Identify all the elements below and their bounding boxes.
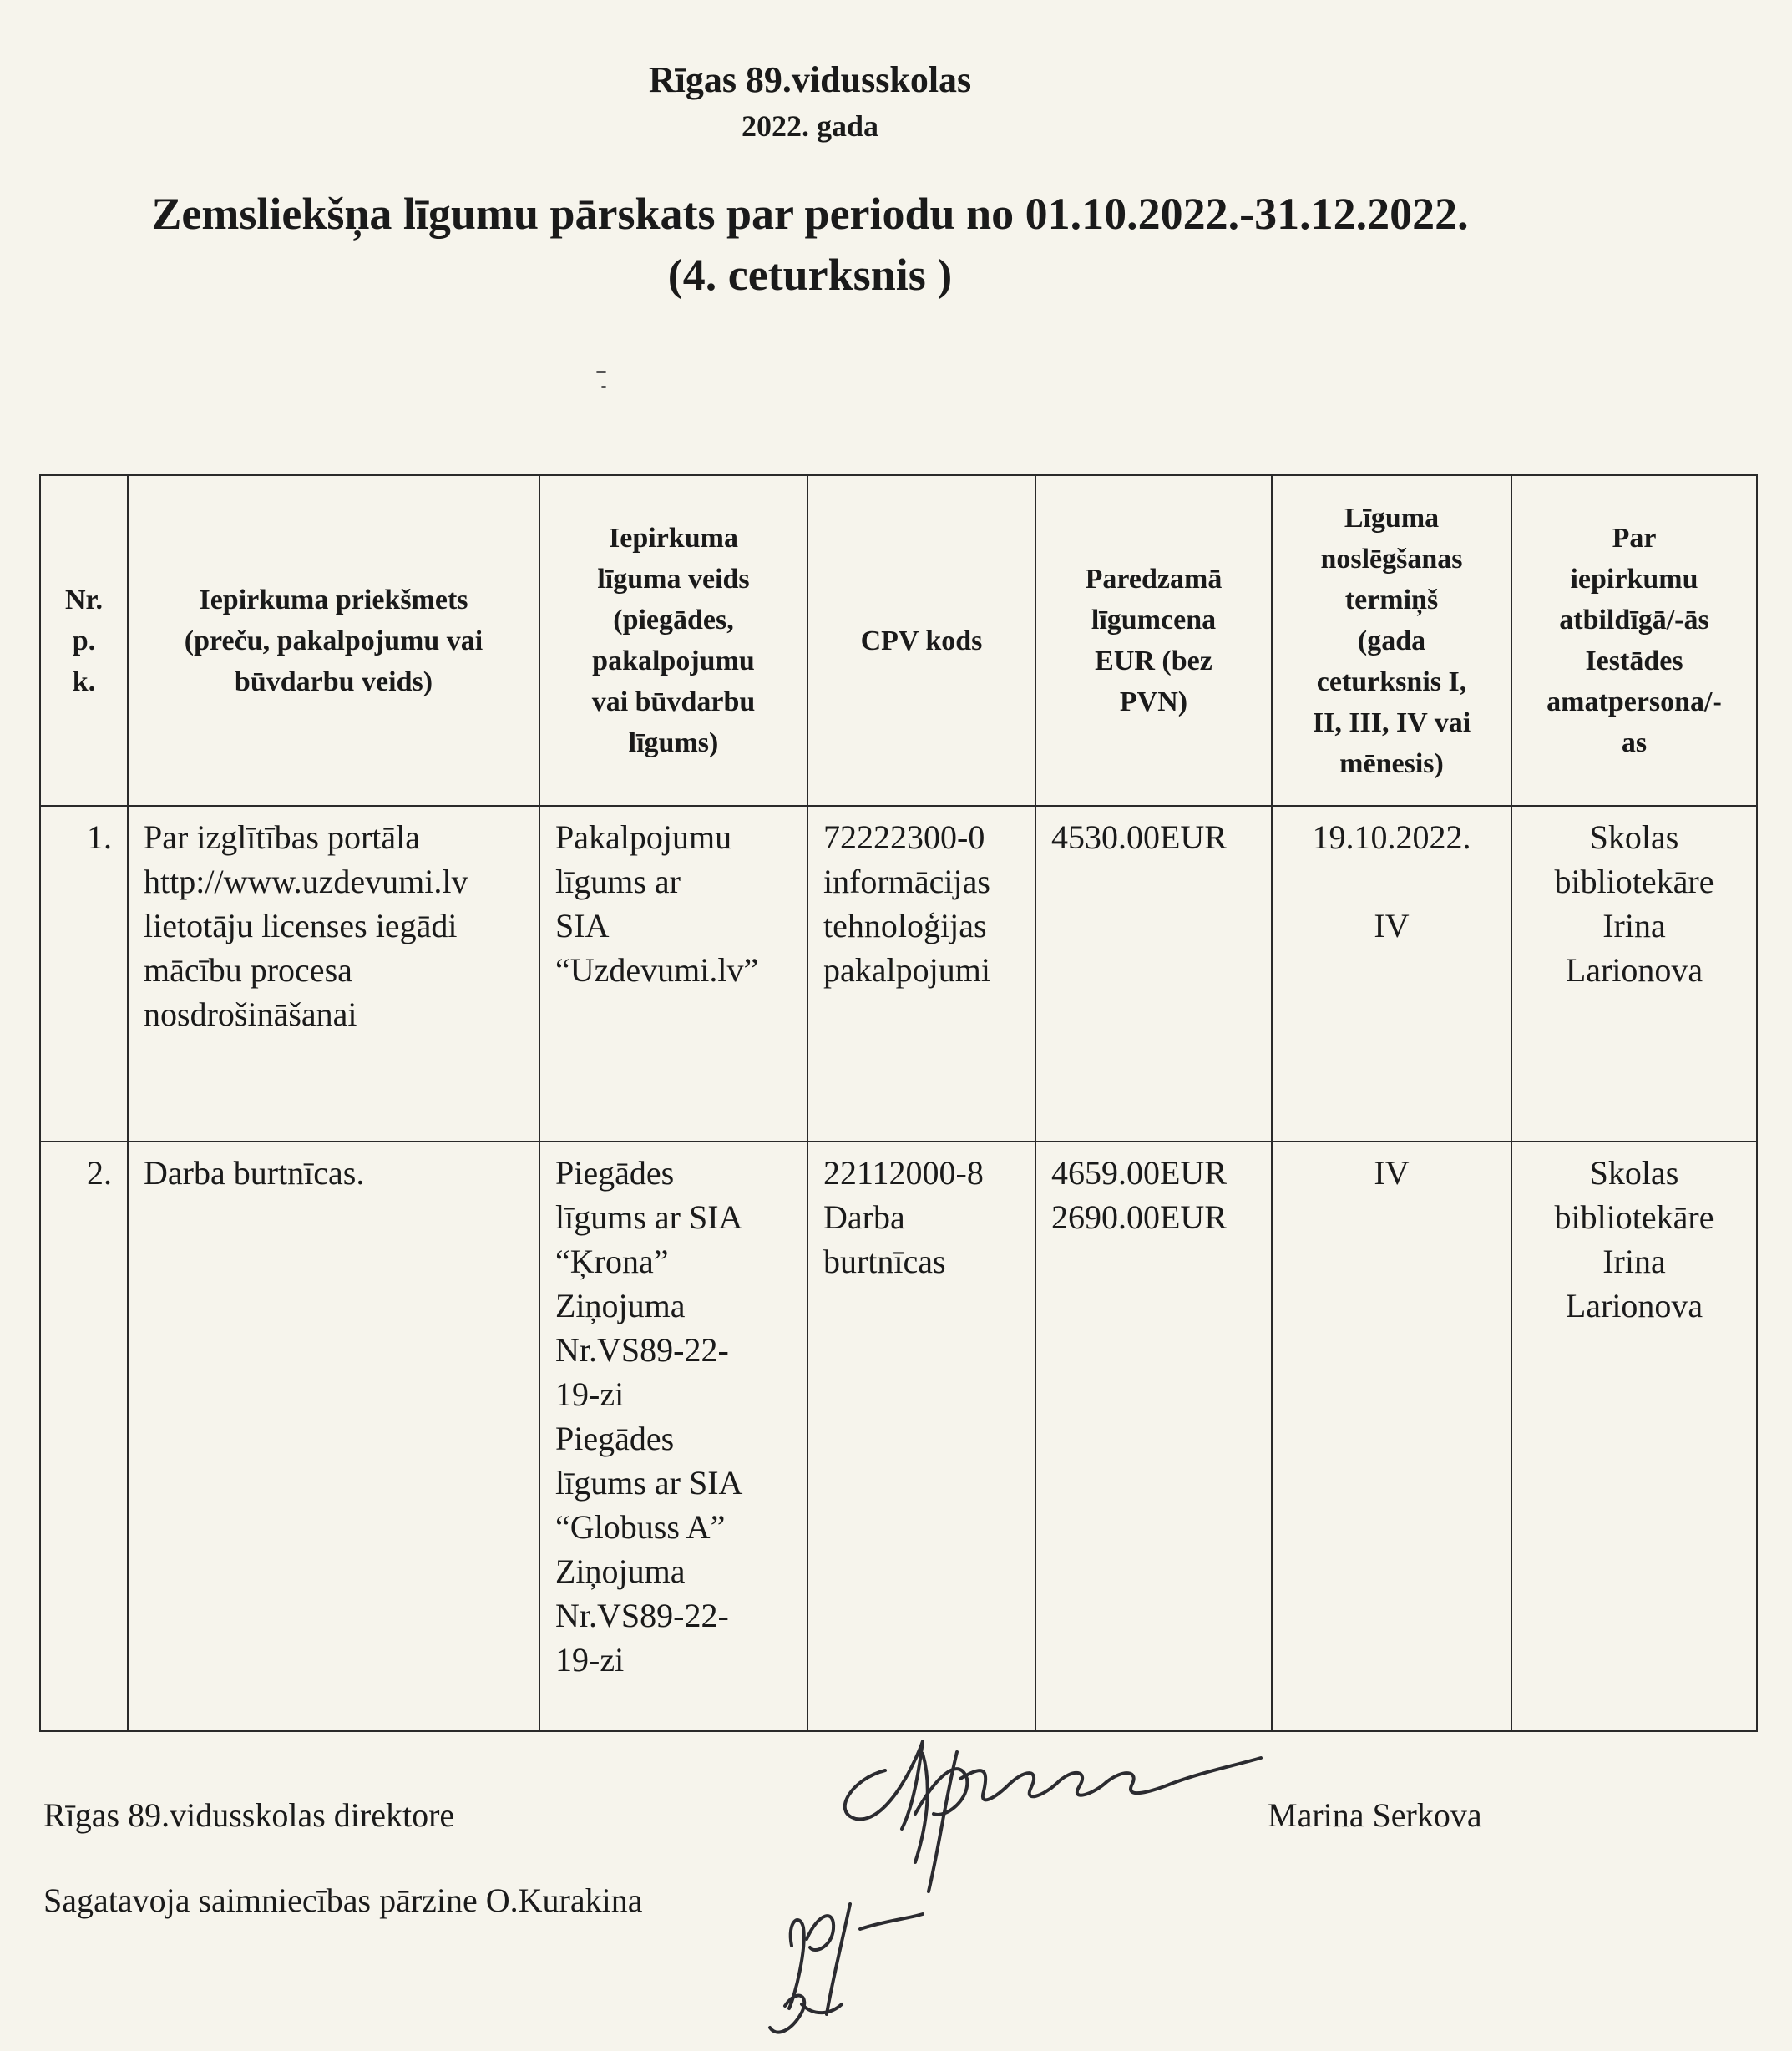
cell-responsible	[1511, 1142, 1757, 1731]
cell-term	[1272, 1142, 1511, 1731]
cell-line: (preču, pakalpojumu vai	[184, 625, 483, 656]
cell-line: Irina	[1602, 907, 1666, 944]
header-nr	[40, 475, 128, 806]
cell-line: līgumcena	[1091, 605, 1217, 636]
cell-line: “Ķrona”	[555, 1243, 669, 1280]
cell-line: Nr.VS89-22-	[555, 1597, 729, 1634]
cell-line: Pakalpojumu	[555, 818, 732, 856]
header-term	[1272, 475, 1511, 806]
cell-line: līgums ar SIA	[555, 1198, 743, 1236]
cell-cpv	[807, 806, 1035, 1142]
cell-line: (gada	[1357, 625, 1426, 656]
director-name: Marina Serkova	[1268, 1796, 1482, 1834]
cell-line: PVN)	[1119, 686, 1188, 717]
cell-line: Ziņojuma	[555, 1287, 686, 1324]
cell-line: bibliotekāre	[1554, 1198, 1714, 1236]
scan-mark	[596, 371, 606, 373]
cell-line: Iestādes	[1585, 646, 1683, 676]
cell-line: iepirkumu	[1570, 564, 1698, 595]
cell-line: informācijas	[823, 863, 990, 900]
cell-line: Larionova	[1565, 951, 1703, 989]
cell-line: amatpersona/-	[1546, 686, 1722, 717]
cell-line: SIA	[555, 907, 610, 944]
cell-line: pakalpojumi	[823, 951, 990, 989]
cell-line: as	[1621, 727, 1648, 758]
report-year: 2022. gada	[741, 109, 879, 143]
cell-nr: 2.	[40, 1142, 128, 1731]
cell-line: 19-zi	[555, 1375, 625, 1413]
cell-line: bibliotekāre	[1554, 863, 1714, 900]
cell-line: līgums ar SIA	[555, 1464, 743, 1502]
header-cpv	[807, 475, 1035, 806]
cell-line: 22112000-8	[823, 1154, 984, 1192]
cell-line: “Uzdevumi.lv”	[555, 951, 759, 989]
cell-line: Iepirkuma priekšmets	[199, 584, 468, 615]
director-label: Rīgas 89.vidusskolas direktore	[43, 1796, 455, 1834]
cell-line: Darba burtnīcas.	[144, 1154, 365, 1192]
cell-line: Darba	[823, 1198, 905, 1236]
cell-line: Nr.VS89-22-	[555, 1331, 729, 1369]
cell-nr: 1.	[40, 806, 128, 1142]
cell-subject	[128, 806, 539, 1142]
header-contract-type	[539, 475, 807, 806]
cell-line: Piegādes	[555, 1420, 675, 1457]
term-quarter: IV	[1374, 1154, 1410, 1192]
cell-line: atbildīgā/-ās	[1559, 605, 1709, 636]
cell-line: mēnesis)	[1339, 747, 1444, 779]
cell-line: nosdrošināšanai	[144, 995, 357, 1033]
cell-responsible	[1511, 806, 1757, 1142]
cell-line: Par izglītības portāla	[144, 818, 421, 856]
cell-subject	[128, 1142, 539, 1731]
cell-line: Piegādes	[555, 1154, 675, 1192]
contracts-table	[39, 474, 1758, 1732]
cell-line: līguma veids	[597, 564, 750, 595]
school-name: Rīgas 89.vidusskolas	[648, 59, 972, 100]
cell-line: 19-zi	[555, 1641, 625, 1679]
cell-line: būvdarbu veids)	[234, 666, 433, 697]
cell-line: k.	[72, 666, 96, 697]
cell-line: lietotāju licenses iegādi	[144, 907, 458, 944]
report-title: Zemsliekšņa līgumu pārskats par periodu no 01.10.2022.-31.12.2022.	[151, 189, 1469, 239]
cell-line: termiņš	[1344, 584, 1439, 615]
header-price	[1035, 475, 1272, 806]
cell-line: Irina	[1602, 1243, 1666, 1280]
cell-contract-type	[539, 1142, 807, 1731]
cell-line: Līguma	[1344, 502, 1440, 534]
header-responsible	[1511, 475, 1757, 806]
cell-line: CPV kods	[860, 625, 983, 656]
cell-line: tehnoloģijas	[823, 907, 987, 944]
cell-line: “Globuss A”	[555, 1508, 726, 1546]
cell-line: noslēgšanas	[1320, 543, 1463, 575]
signature-image	[752, 1720, 1286, 2038]
cell-line: Iepirkuma	[609, 523, 738, 554]
cell-contract-type	[539, 806, 807, 1142]
cell-line: Par	[1612, 523, 1657, 554]
cell-line: līgums ar	[555, 863, 681, 900]
cell-line: Ziņojuma	[555, 1552, 686, 1590]
cell-line: vai būvdarbu	[591, 686, 756, 717]
scan-mark	[601, 386, 606, 388]
cell-line: mācību procesa	[144, 951, 352, 989]
cell-line: pakalpojumu	[592, 646, 755, 676]
cell-line: 72222300-0	[823, 818, 985, 856]
cell-line: II, III, IV vai	[1312, 706, 1471, 738]
report-subtitle: (4. ceturksnis )	[667, 250, 953, 300]
cell-line: Paredzamā	[1085, 564, 1223, 595]
table-row	[40, 806, 1757, 1142]
cell-line: p.	[72, 625, 96, 656]
cell-line: 2690.00EUR	[1051, 1198, 1227, 1236]
cell-line: Larionova	[1565, 1287, 1703, 1324]
cell-line: Nr.	[64, 584, 104, 615]
cell-cpv	[807, 1142, 1035, 1731]
table-header-row	[40, 475, 1757, 806]
cell-line: http://www.uzdevumi.lv	[144, 863, 468, 900]
term-quarter: IV	[1374, 907, 1410, 944]
table-row	[40, 1142, 1757, 1731]
cell-line: 4530.00EUR	[1051, 818, 1227, 856]
cell-line: 4659.00EUR	[1051, 1154, 1227, 1192]
cell-price	[1035, 1142, 1272, 1731]
header-subject	[128, 475, 539, 806]
term-date: 19.10.2022.	[1312, 818, 1471, 856]
prepared-by-label: Sagatavoja saimniecības pārzine O.Kurakina	[43, 1881, 643, 1919]
cell-price	[1035, 806, 1272, 1142]
cell-line: (piegādes,	[613, 605, 734, 636]
cell-line: līgums)	[628, 727, 719, 758]
cell-term	[1272, 806, 1511, 1142]
cell-line: EUR (bez	[1095, 646, 1212, 676]
cell-line: Skolas	[1589, 1154, 1679, 1192]
cell-line: ceturksnis I,	[1316, 666, 1467, 697]
cell-line: Skolas	[1589, 818, 1679, 856]
cell-line: burtnīcas	[823, 1243, 946, 1280]
